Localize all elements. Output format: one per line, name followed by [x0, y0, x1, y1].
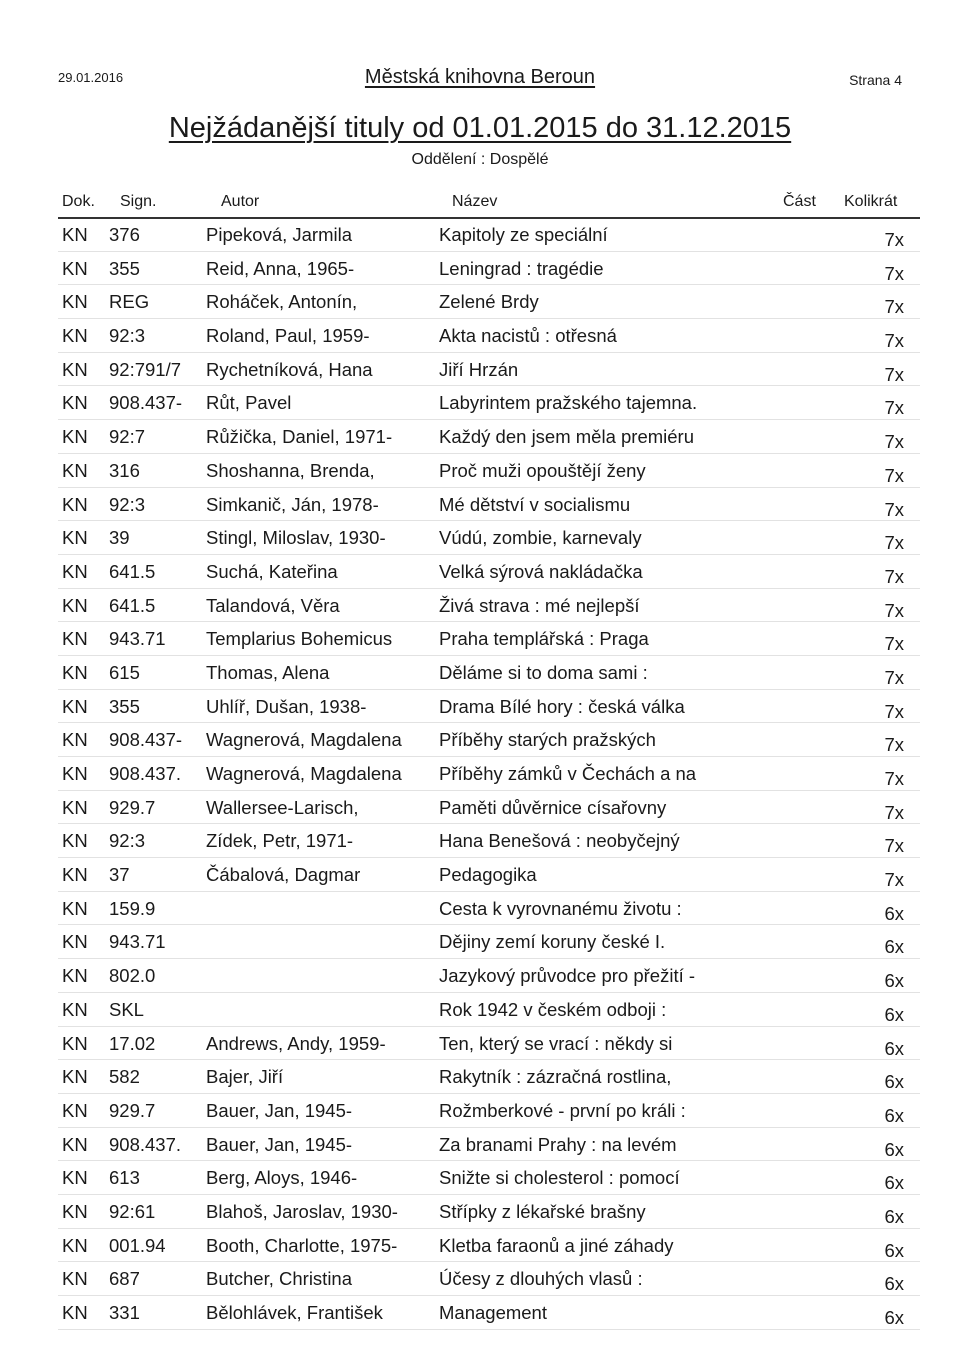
- cell-nazev: Rok 1942 v českém odboji :: [439, 998, 667, 1020]
- cell-autor: Suchá, Kateřina: [206, 560, 338, 582]
- cell-kolikrat: 6x: [884, 1138, 904, 1160]
- cell-autor: Čábalová, Dagmar: [206, 864, 361, 886]
- cell-nazev: Děláme si to doma sami :: [439, 661, 648, 683]
- cell-kolikrat: 6x: [884, 1205, 904, 1227]
- cell-sign: 39: [109, 527, 130, 549]
- cell-nazev: Praha templářská : Praga: [439, 628, 649, 650]
- cell-kolikrat: 6x: [884, 1037, 904, 1059]
- cell-sign: 582: [109, 1066, 140, 1088]
- cell-autor: Bělohlávek, František: [206, 1302, 383, 1323]
- table-row: [58, 488, 920, 522]
- cell-autor: Simkanič, Ján, 1978-: [206, 493, 379, 515]
- column-header-autor: Autor: [221, 193, 260, 210]
- cell-kolikrat: 6x: [884, 970, 904, 992]
- cell-dok: KN: [62, 426, 88, 448]
- cell-dok: KN: [62, 257, 88, 279]
- cell-nazev: Příběhy starých pražských: [439, 729, 656, 751]
- cell-sign: 92:3: [109, 493, 146, 515]
- table-row: [58, 555, 920, 589]
- cell-kolikrat: 7x: [884, 734, 904, 756]
- cell-dok: KN: [62, 392, 88, 414]
- cell-sign: 316: [109, 459, 140, 481]
- titles-table: [58, 218, 920, 1330]
- cell-nazev: Labyrintem pražského tajemna.: [439, 392, 698, 414]
- cell-dok: KN: [62, 965, 88, 987]
- cell-autor: Bauer, Jan, 1945-: [206, 1133, 353, 1155]
- cell-sign: 908.437-: [109, 392, 183, 414]
- cell-nazev: Management: [439, 1302, 547, 1323]
- cell-dok: KN: [62, 459, 88, 481]
- cell-kolikrat: 7x: [884, 835, 904, 857]
- cell-nazev: Rožmberkové - první po králi :: [439, 1099, 686, 1121]
- cell-nazev: Vúdú, zombie, karnevaly: [439, 527, 642, 549]
- cell-dok: KN: [62, 796, 88, 818]
- cell-nazev: Za branami Prahy : na levém: [439, 1133, 677, 1155]
- cell-kolikrat: 7x: [884, 532, 904, 554]
- cell-dok: KN: [62, 594, 88, 616]
- cell-kolikrat: 6x: [884, 1172, 904, 1194]
- cell-nazev: Příběhy zámků v Čechách a na: [439, 763, 697, 784]
- cell-sign: 641.5: [109, 594, 156, 616]
- cell-kolikrat: 7x: [884, 666, 904, 688]
- table-row: [58, 656, 920, 690]
- table-row: [58, 959, 920, 993]
- cell-nazev: Leningrad : tragédie: [439, 257, 604, 279]
- cell-autor: Pipeková, Jarmila: [206, 224, 353, 245]
- table-row: [58, 454, 920, 488]
- table-row: [58, 993, 920, 1027]
- column-headers: [58, 193, 918, 215]
- table-row: [58, 252, 920, 286]
- cell-autor: Wallersee-Larisch,: [206, 796, 359, 818]
- cell-kolikrat: 6x: [884, 1071, 904, 1093]
- table-row: [58, 1094, 920, 1128]
- cell-nazev: Velká sýrová nakládačka: [439, 560, 643, 582]
- cell-dok: KN: [62, 931, 88, 953]
- column-header-kolikrat: Kolikrát: [844, 193, 898, 210]
- cell-nazev: Mé dětství v socialismu: [439, 493, 631, 515]
- cell-dok: KN: [62, 1167, 88, 1189]
- cell-kolikrat: 6x: [884, 1307, 904, 1328]
- table-row: [58, 892, 920, 926]
- column-header-nazev: Název: [452, 193, 498, 210]
- cell-sign: 92:3: [109, 830, 146, 852]
- cell-autor: Talandová, Věra: [206, 594, 340, 616]
- cell-autor: Stingl, Miloslav, 1930-: [206, 527, 386, 549]
- cell-dok: KN: [62, 1099, 88, 1121]
- table-row: [58, 1161, 920, 1195]
- cell-sign: 929.7: [109, 796, 156, 818]
- table-row: [58, 1296, 920, 1330]
- cell-sign: 929.7: [109, 1099, 156, 1121]
- table-row: [58, 622, 920, 656]
- cell-autor: Booth, Charlotte, 1975-: [206, 1234, 398, 1256]
- cell-sign: 802.0: [109, 965, 156, 987]
- cell-sign: 355: [109, 695, 140, 717]
- cell-kolikrat: 6x: [884, 1239, 904, 1261]
- cell-sign: 001.94: [109, 1234, 166, 1256]
- cell-kolikrat: 7x: [884, 801, 904, 823]
- cell-kolikrat: 6x: [884, 936, 904, 958]
- cell-sign: 17.02: [109, 1032, 156, 1054]
- cell-nazev: Ten, který se vrací : někdy si: [439, 1032, 673, 1054]
- table-row: [58, 1229, 920, 1263]
- table-row: [58, 218, 920, 252]
- cell-kolikrat: 7x: [884, 768, 904, 789]
- cell-sign: 92:3: [109, 325, 146, 347]
- table-row: [58, 285, 920, 319]
- cell-autor: Rychetníková, Hana: [206, 358, 373, 380]
- cell-nazev: Kapitoly ze speciální: [439, 224, 608, 245]
- cell-sign: 37: [109, 864, 130, 886]
- cell-autor: Wagnerová, Magdalena: [206, 763, 402, 784]
- cell-dok: KN: [62, 864, 88, 886]
- cell-autor: Andrews, Andy, 1959-: [206, 1032, 386, 1054]
- cell-dok: KN: [62, 1032, 88, 1054]
- cell-autor: Roland, Paul, 1959-: [206, 325, 370, 347]
- cell-sign: 615: [109, 661, 140, 683]
- cell-dok: KN: [62, 1200, 88, 1222]
- cell-nazev: Jazykový průvodce pro přežití -: [439, 965, 696, 987]
- cell-dok: KN: [62, 325, 88, 347]
- cell-nazev: Paměti důvěrnice císařovny: [439, 796, 667, 818]
- cell-kolikrat: 7x: [884, 397, 904, 419]
- cell-nazev: Hana Benešová : neobyčejný: [439, 830, 680, 852]
- cell-kolikrat: 6x: [884, 1104, 904, 1126]
- cell-nazev: Akta nacistů : otřesná: [439, 325, 617, 347]
- cell-autor: Reid, Anna, 1965-: [206, 257, 355, 279]
- cell-kolikrat: 6x: [884, 1273, 904, 1295]
- cell-dok: KN: [62, 291, 88, 313]
- report-date: 29.01.2016: [58, 70, 124, 85]
- cell-sign: 908.437-: [109, 729, 183, 751]
- cell-kolikrat: 7x: [884, 633, 904, 655]
- table-row: [58, 1060, 920, 1094]
- cell-sign: SKL: [109, 998, 144, 1020]
- cell-dok: KN: [62, 628, 88, 650]
- table-row: [58, 1128, 920, 1162]
- cell-sign: 613: [109, 1167, 140, 1189]
- cell-sign: 641.5: [109, 560, 156, 582]
- cell-nazev: Účesy z dlouhých vlasů :: [439, 1268, 643, 1290]
- library-name: [0, 66, 960, 89]
- cell-nazev: Každý den jsem měla premiéru: [439, 426, 694, 448]
- cell-kolikrat: 7x: [884, 565, 904, 587]
- table-row: [58, 386, 920, 420]
- cell-dok: KN: [62, 1302, 88, 1323]
- report-subtitle: Oddělení : Dospělé: [411, 151, 549, 168]
- cell-nazev: Drama Bílé hory : česká válka: [439, 695, 685, 717]
- table-row: [58, 858, 920, 892]
- report-title: [0, 112, 960, 145]
- column-header-sign: Sign.: [120, 193, 157, 210]
- cell-dok: KN: [62, 1066, 88, 1088]
- cell-dok: KN: [62, 729, 88, 751]
- cell-autor: Berg, Aloys, 1946-: [206, 1167, 358, 1189]
- table-row: [58, 1262, 920, 1296]
- cell-autor: Bajer, Jiří: [206, 1066, 284, 1088]
- table-row: [58, 757, 920, 791]
- cell-dok: KN: [62, 661, 88, 683]
- cell-nazev: Kletba faraonů a jiné záhady: [439, 1234, 674, 1256]
- table-row: [58, 1027, 920, 1061]
- cell-sign: 92:7: [109, 426, 146, 448]
- cell-sign: 908.437.: [109, 1133, 182, 1155]
- cell-sign: 943.71: [109, 628, 166, 650]
- cell-sign: 943.71: [109, 931, 166, 953]
- cell-kolikrat: 7x: [884, 700, 904, 722]
- cell-kolikrat: 7x: [884, 599, 904, 621]
- cell-kolikrat: 6x: [884, 902, 904, 924]
- cell-dok: KN: [62, 695, 88, 717]
- table-row: [58, 723, 920, 757]
- cell-sign: 92:61: [109, 1200, 156, 1222]
- table-row: [58, 1195, 920, 1229]
- table-row: [58, 589, 920, 623]
- cell-dok: KN: [62, 763, 88, 784]
- cell-dok: KN: [62, 224, 88, 245]
- column-header-dok: Dok.: [62, 193, 95, 210]
- table-row: [58, 319, 920, 353]
- cell-nazev: Snižte si cholesterol : pomocí: [439, 1167, 680, 1189]
- table-row: [58, 925, 920, 959]
- cell-nazev: Živá strava : mé nejlepší: [439, 594, 640, 616]
- cell-autor: Uhlíř, Dušan, 1938-: [206, 695, 367, 717]
- cell-dok: KN: [62, 1133, 88, 1155]
- cell-kolikrat: 6x: [884, 1003, 904, 1025]
- cell-sign: 92:791/7: [109, 358, 182, 380]
- column-header-cast: Část: [783, 193, 816, 210]
- library-name-text: Městská knihovna Beroun: [364, 66, 596, 88]
- cell-autor: Shoshanna, Brenda,: [206, 459, 375, 481]
- cell-dok: KN: [62, 560, 88, 582]
- cell-kolikrat: 7x: [884, 464, 904, 486]
- cell-dok: KN: [62, 830, 88, 852]
- cell-nazev: Proč muži opouštějí ženy: [439, 459, 646, 481]
- cell-kolikrat: 7x: [884, 869, 904, 891]
- cell-kolikrat: 7x: [884, 262, 904, 284]
- cell-nazev: Pedagogika: [439, 864, 537, 886]
- cell-kolikrat: 7x: [884, 296, 904, 318]
- cell-sign: REG: [109, 291, 150, 313]
- cell-kolikrat: 7x: [884, 363, 904, 385]
- table-row: [58, 420, 920, 454]
- cell-autor: Bauer, Jan, 1945-: [206, 1099, 353, 1121]
- page-number: Strana 4: [849, 72, 902, 88]
- cell-sign: 331: [109, 1302, 140, 1323]
- table-row: [58, 690, 920, 724]
- cell-dok: KN: [62, 493, 88, 515]
- table-row: [58, 353, 920, 387]
- cell-sign: 355: [109, 257, 140, 279]
- cell-autor: Roháček, Antonín,: [206, 291, 358, 313]
- cell-sign: 687: [109, 1268, 140, 1290]
- cell-dok: KN: [62, 527, 88, 549]
- cell-sign: 376: [109, 224, 140, 245]
- cell-dok: KN: [62, 1268, 88, 1290]
- cell-dok: KN: [62, 1234, 88, 1256]
- cell-nazev: Střípky z lékařské brašny: [439, 1200, 646, 1222]
- cell-autor: Templarius Bohemicus: [206, 628, 393, 650]
- cell-autor: Thomas, Alena: [206, 661, 330, 683]
- cell-sign: 908.437.: [109, 763, 182, 784]
- cell-dok: KN: [62, 897, 88, 919]
- cell-sign: 159.9: [109, 897, 156, 919]
- cell-dok: KN: [62, 358, 88, 380]
- cell-autor: Růžička, Daniel, 1971-: [206, 426, 393, 448]
- cell-dok: KN: [62, 998, 88, 1020]
- cell-nazev: Zelené Brdy: [439, 291, 539, 313]
- cell-kolikrat: 7x: [884, 498, 904, 520]
- cell-autor: Butcher, Christina: [206, 1268, 353, 1290]
- report-title-text: Nejžádanější tituly od 01.01.2015 do 31.12.2015: [168, 112, 792, 144]
- cell-nazev: Cesta k vyrovnanému životu :: [439, 897, 682, 919]
- cell-nazev: Jiří Hrzán: [439, 358, 519, 380]
- table-row: [58, 521, 920, 555]
- cell-autor: Růt, Pavel: [206, 392, 292, 414]
- cell-autor: Wagnerová, Magdalena: [206, 729, 402, 751]
- cell-kolikrat: 7x: [884, 229, 904, 250]
- cell-autor: Blahoš, Jaroslav, 1930-: [206, 1200, 398, 1222]
- table-row: [58, 791, 920, 825]
- cell-nazev: Dějiny zemí koruny české I.: [439, 931, 666, 953]
- table-row: [58, 824, 920, 858]
- cell-kolikrat: 7x: [884, 330, 904, 352]
- cell-autor: Zídek, Petr, 1971-: [206, 830, 354, 852]
- cell-kolikrat: 7x: [884, 431, 904, 453]
- cell-nazev: Rakytník : zázračná rostlina,: [439, 1066, 672, 1088]
